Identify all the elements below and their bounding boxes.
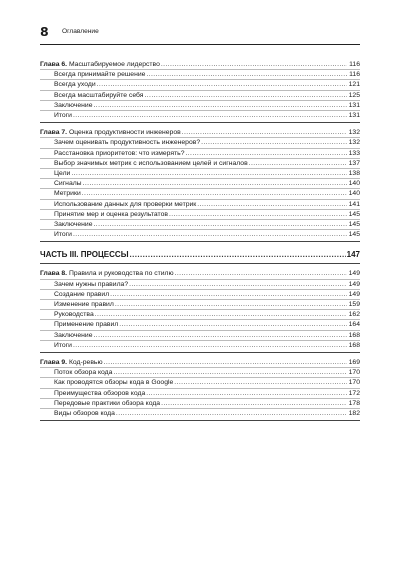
entry-title: Итоги <box>54 112 72 120</box>
entry-title: Выбор значимых метрик с использованием целей и сигналов <box>54 159 248 167</box>
entry-title: Передовые практики обзора кода <box>54 399 161 407</box>
page-ref: 133 <box>348 149 360 157</box>
leader-dots <box>197 200 347 209</box>
page-ref: 131 <box>348 101 360 109</box>
entry-title: Всегда уходи <box>54 81 96 89</box>
leader-dots <box>113 368 347 377</box>
toc-entry[interactable] <box>40 280 360 290</box>
page-ref: 116 <box>349 61 360 68</box>
leader-dots <box>129 280 347 289</box>
page-ref: 182 <box>348 410 360 418</box>
leader-dots <box>73 341 347 350</box>
table-of-contents <box>40 55 360 422</box>
entry-title: Использование данных для проверки метрик <box>54 200 197 208</box>
chapter-title: Код-ревью <box>68 359 103 367</box>
entry-title: Итоги <box>54 341 72 349</box>
toc-entry[interactable] <box>40 149 360 159</box>
toc-chapter-heading[interactable] <box>40 269 360 279</box>
chapter-title: Правила и руководства по стилю <box>68 270 174 278</box>
leader-dots <box>97 80 347 89</box>
toc-entry[interactable] <box>40 230 360 239</box>
page-ref: 145 <box>348 221 360 229</box>
toc-entry[interactable] <box>40 300 360 310</box>
page-ref: 164 <box>348 321 360 329</box>
entry-title: Всегда принимайте решение <box>54 71 146 79</box>
entry-title: Заключение <box>54 221 93 229</box>
toc-part <box>40 248 360 264</box>
entry-title: Руководства <box>54 311 94 319</box>
toc-entry[interactable] <box>40 310 360 320</box>
toc-chapter <box>40 358 360 421</box>
page-ref: 162 <box>348 311 360 319</box>
toc-entry[interactable] <box>40 210 360 220</box>
entry-title: Метрики <box>54 190 81 198</box>
page-number: 8 <box>40 24 49 39</box>
leader-dots <box>146 389 347 398</box>
toc-entry[interactable] <box>40 91 360 101</box>
page-ref: 145 <box>348 231 360 239</box>
leader-dots <box>161 60 347 69</box>
page-ref: 169 <box>348 359 360 367</box>
entry-title: Изменение правил <box>54 301 114 309</box>
page-ref: 168 <box>348 341 360 349</box>
entry-title: Применение правил <box>54 321 119 329</box>
page-ref: 170 <box>348 379 360 387</box>
toc-chapter-heading[interactable] <box>40 128 360 138</box>
leader-dots <box>110 290 347 299</box>
page-ref: 145 <box>348 210 360 218</box>
entry-title: Зачем нужны правила? <box>54 280 129 288</box>
toc-entry[interactable] <box>40 179 360 189</box>
chapter-label: Глава 8. <box>40 270 68 278</box>
entry-title: Поток обзора кода <box>54 369 113 377</box>
leader-dots <box>94 220 347 229</box>
page-ref: 141 <box>348 200 360 208</box>
page-ref: 121 <box>348 81 360 89</box>
toc-entry[interactable] <box>40 378 360 388</box>
toc-entry[interactable] <box>40 389 360 399</box>
page-ref: 170 <box>348 369 360 377</box>
page-ref: 138 <box>348 170 360 178</box>
page-ref: 178 <box>348 399 360 407</box>
chapter-label: Глава 9. <box>40 359 68 367</box>
entry-title: Как проводятся обзоры кода в Google <box>54 379 174 387</box>
toc-entry[interactable] <box>40 220 360 230</box>
leader-dots <box>144 91 347 100</box>
entry-title: Итоги <box>54 231 72 239</box>
toc-entry[interactable] <box>40 70 360 80</box>
leader-dots <box>116 409 347 418</box>
leader-dots <box>146 70 347 79</box>
leader-dots <box>201 138 347 147</box>
leader-dots <box>119 320 347 329</box>
toc-entry[interactable] <box>40 320 360 330</box>
leader-dots <box>174 378 347 387</box>
toc-entry[interactable] <box>40 290 360 300</box>
leader-dots <box>73 111 347 120</box>
toc-entry[interactable] <box>40 409 360 418</box>
page-ref: 137 <box>348 159 360 167</box>
chapter-label: Глава 7. <box>40 129 68 137</box>
leader-dots <box>94 101 347 110</box>
toc-entry[interactable] <box>40 159 360 169</box>
toc-entry[interactable] <box>40 80 360 90</box>
running-title: Оглавление <box>62 28 99 35</box>
toc-chapter <box>40 60 360 123</box>
page-ref: 172 <box>348 389 360 397</box>
page-ref: 132 <box>348 129 360 137</box>
toc-chapter-heading[interactable] <box>40 60 360 70</box>
leader-dots <box>182 128 347 137</box>
entry-title: Цели <box>54 170 71 178</box>
leader-dots <box>104 358 347 367</box>
toc-chapter <box>40 128 360 242</box>
chapter-title: Оценка продуктивности инженеров <box>68 129 181 137</box>
leader-dots <box>73 230 347 239</box>
page-ref: 140 <box>348 180 360 188</box>
entry-title: Преимущества обзоров кода <box>54 389 146 397</box>
leader-dots <box>83 179 347 188</box>
toc-entry[interactable] <box>40 138 360 148</box>
toc-entry[interactable] <box>40 111 360 120</box>
chapter-title: Масштабируемое лидерство <box>68 61 160 68</box>
page-ref: 140 <box>348 190 360 198</box>
toc-entry[interactable] <box>40 331 360 341</box>
toc-part-heading[interactable] <box>40 248 360 261</box>
page-ref: 132 <box>348 139 360 147</box>
toc-entry[interactable] <box>40 341 360 350</box>
chapter-label: Глава 6. <box>40 61 68 68</box>
toc-chapter <box>40 269 360 353</box>
leader-dots <box>94 331 347 340</box>
page-ref: 147 <box>346 250 360 260</box>
leader-dots <box>169 210 347 219</box>
page-ref: 116 <box>349 71 360 79</box>
leader-dots <box>161 399 347 408</box>
toc-entry[interactable] <box>40 368 360 378</box>
page-ref: 149 <box>348 290 360 298</box>
page-ref: 149 <box>348 280 360 288</box>
leader-dots <box>82 189 347 198</box>
entry-title: Виды обзоров кода <box>54 410 115 418</box>
page-ref: 159 <box>348 301 360 309</box>
page-ref: 149 <box>348 270 360 278</box>
part-title: ЧАСТЬ III. ПРОЦЕССЫ <box>40 250 129 260</box>
entry-title: Расстановка приоритетов: что измерять? <box>54 149 185 157</box>
entry-title: Заключение <box>54 331 93 339</box>
page-ref: 131 <box>348 112 360 120</box>
toc-entry[interactable] <box>40 399 360 409</box>
toc-entry[interactable] <box>40 200 360 210</box>
entry-title: Принятие мер и оценка результатов <box>54 210 168 218</box>
toc-entry[interactable] <box>40 169 360 179</box>
entry-title: Создание правил <box>54 290 110 298</box>
toc-entry[interactable] <box>40 101 360 111</box>
page-header <box>40 24 360 45</box>
leader-dots <box>185 149 347 158</box>
leader-dots <box>130 248 346 261</box>
leader-dots <box>249 159 347 168</box>
leader-dots <box>71 169 347 178</box>
entry-title: Сигналы <box>54 180 82 188</box>
leader-dots <box>115 300 347 309</box>
entry-title: Зачем оценивать продуктивность инженеров? <box>54 139 201 147</box>
entry-title: Заключение <box>54 101 93 109</box>
entry-title: Всегда масштабируйте себя <box>54 91 144 99</box>
toc-entry[interactable] <box>40 189 360 199</box>
page-ref: 125 <box>348 91 360 99</box>
leader-dots <box>175 269 347 278</box>
leader-dots <box>95 310 347 319</box>
toc-chapter-heading[interactable] <box>40 358 360 368</box>
page-ref: 168 <box>348 331 360 339</box>
